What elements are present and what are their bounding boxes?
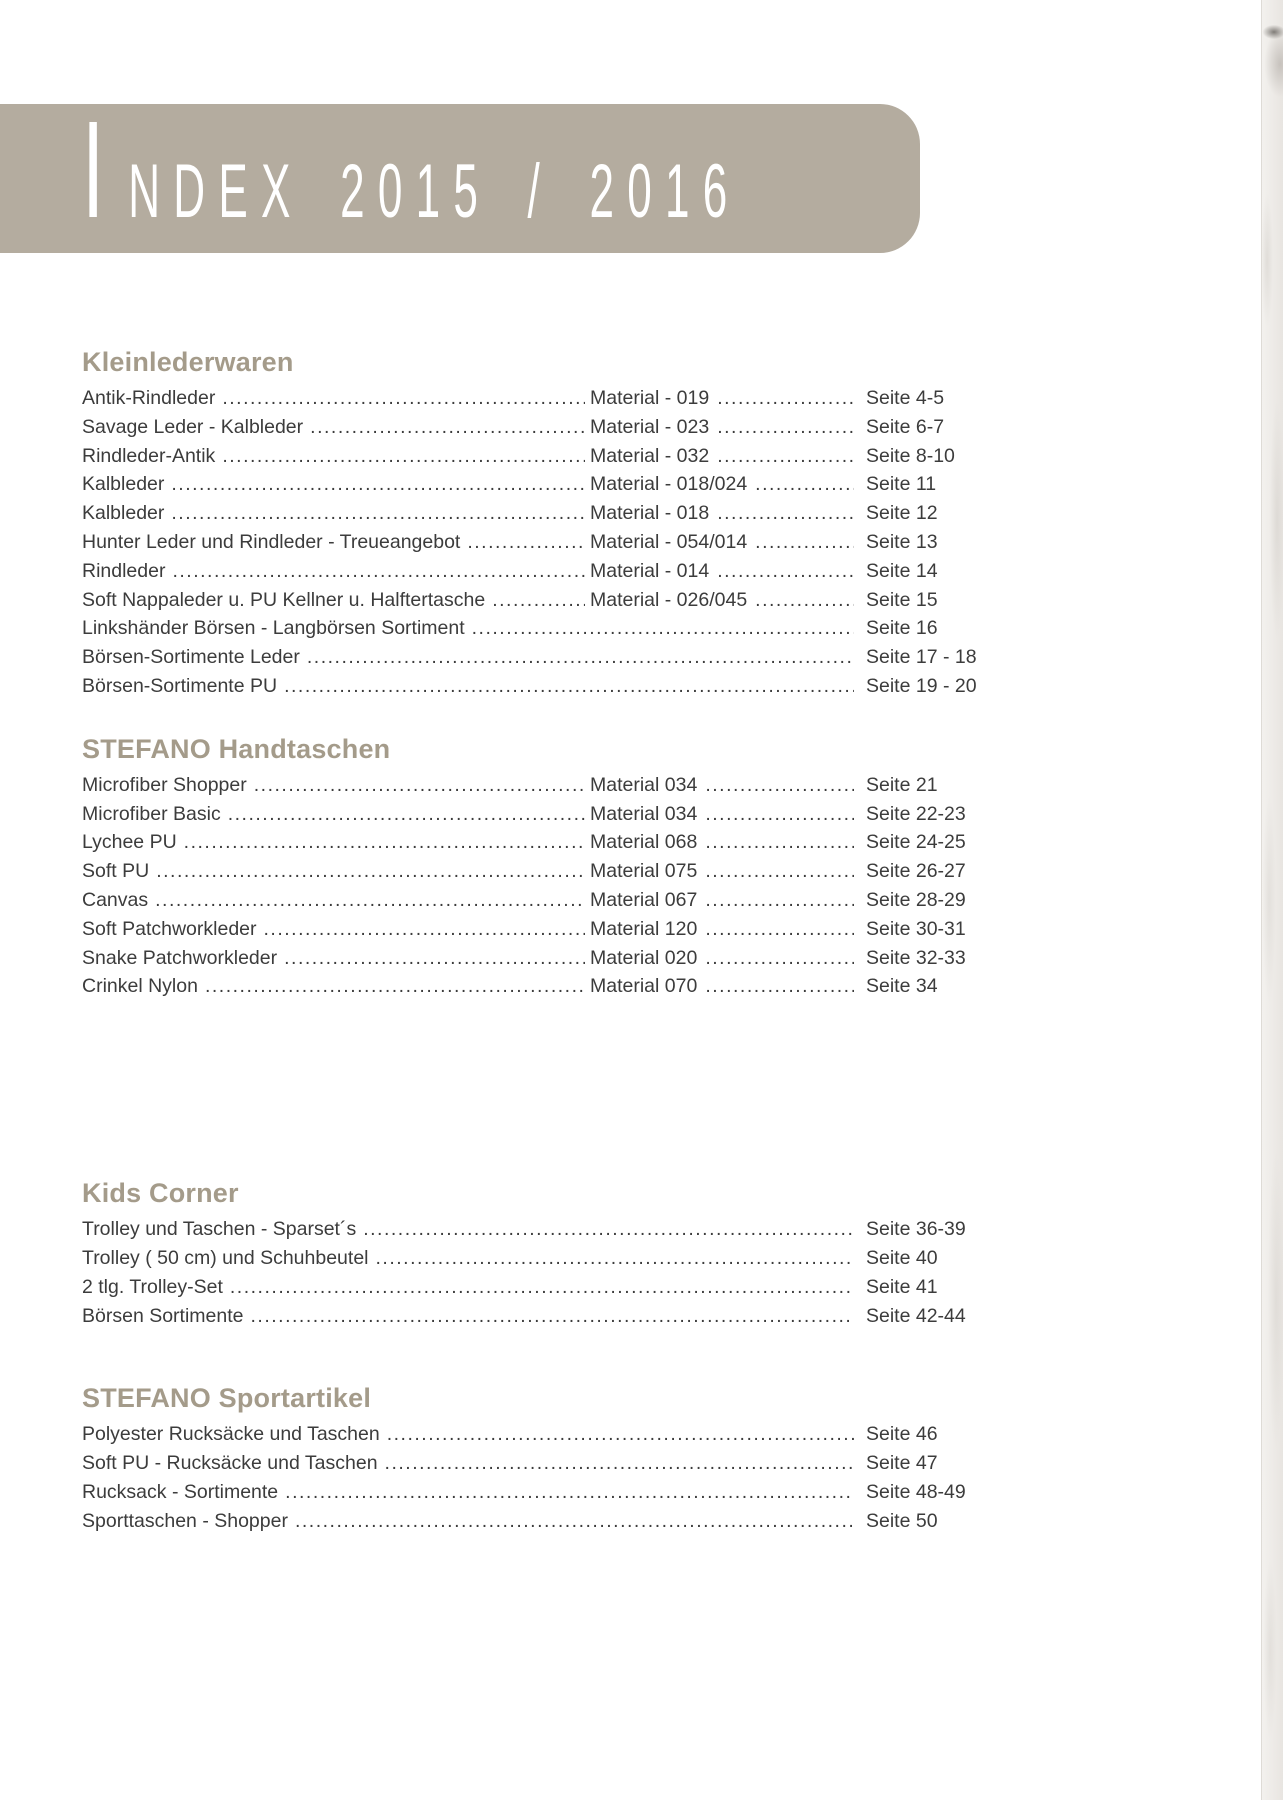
row-material: Material - 032 bbox=[590, 444, 710, 467]
dot-leader bbox=[284, 672, 854, 701]
index-row bbox=[82, 528, 1029, 557]
row-label-cell bbox=[82, 1420, 854, 1449]
dot-leader bbox=[171, 499, 585, 528]
row-page: Seite 11 bbox=[866, 473, 937, 496]
index-section bbox=[82, 1177, 1029, 1330]
row-material: Material 034 bbox=[590, 773, 698, 796]
dot-leader bbox=[184, 828, 585, 857]
index-row bbox=[82, 470, 1029, 499]
index-row bbox=[82, 857, 1029, 886]
row-label: Canvas bbox=[82, 888, 149, 911]
index-row bbox=[82, 586, 1029, 615]
index-row bbox=[82, 886, 1029, 915]
row-label: Rindleder bbox=[82, 559, 166, 582]
row-label-cell bbox=[82, 944, 585, 973]
dot-leader bbox=[717, 384, 854, 413]
dot-leader bbox=[155, 886, 585, 915]
section-rows bbox=[82, 1215, 1029, 1330]
dot-leader bbox=[705, 828, 854, 857]
index-row bbox=[82, 1507, 1029, 1536]
row-material: Material - 054/014 bbox=[590, 530, 748, 553]
index-row bbox=[82, 1215, 1029, 1244]
dot-leader bbox=[172, 557, 585, 586]
row-label-cell bbox=[82, 528, 585, 557]
row-label: Rindleder-Antik bbox=[82, 444, 216, 467]
index-row bbox=[82, 643, 1029, 672]
section-title: STEFANO Handtaschen bbox=[82, 733, 391, 764]
row-label-cell bbox=[82, 1478, 854, 1507]
row-label: 2 tlg. Trolley-Set bbox=[82, 1275, 223, 1298]
dot-leader bbox=[254, 771, 585, 800]
dot-leader bbox=[705, 972, 854, 1001]
row-page: Seite 12 bbox=[866, 502, 938, 525]
row-label-cell bbox=[82, 1244, 854, 1273]
row-label: Börsen Sortimente bbox=[82, 1304, 244, 1327]
row-label: Microfiber Shopper bbox=[82, 773, 247, 796]
dot-leader bbox=[705, 800, 854, 829]
row-material: Material - 026/045 bbox=[590, 588, 748, 611]
index-row bbox=[82, 1449, 1029, 1478]
dot-leader bbox=[222, 384, 585, 413]
index-content bbox=[82, 346, 1029, 1536]
row-material: Material - 023 bbox=[590, 415, 710, 438]
row-label-cell bbox=[82, 413, 585, 442]
index-section bbox=[82, 1382, 1029, 1535]
row-page: Seite 40 bbox=[866, 1246, 938, 1269]
section-title: Kids Corner bbox=[82, 1178, 239, 1209]
dot-leader bbox=[387, 1420, 854, 1449]
row-label-cell bbox=[82, 972, 585, 1001]
row-material: Material 120 bbox=[590, 917, 698, 940]
row-page: Seite 4-5 bbox=[866, 387, 945, 409]
row-page: Seite 32-33 bbox=[866, 946, 966, 969]
dot-leader bbox=[295, 1507, 854, 1536]
index-row bbox=[82, 1420, 1029, 1449]
row-label: Kalbleder bbox=[82, 502, 165, 525]
dot-leader bbox=[228, 800, 585, 829]
row-page: Seite 15 bbox=[866, 588, 938, 611]
index-row bbox=[82, 1478, 1029, 1507]
index-row bbox=[82, 1273, 1029, 1302]
index-row bbox=[82, 800, 1029, 829]
index-row bbox=[82, 972, 1029, 1001]
row-label: Soft Patchworkleder bbox=[82, 917, 257, 940]
dot-leader bbox=[717, 557, 854, 586]
dot-leader bbox=[363, 1215, 854, 1244]
section-title: STEFANO Sportartikel bbox=[82, 1383, 372, 1414]
row-page: Seite 17 - 18 bbox=[866, 646, 977, 669]
row-label-cell bbox=[82, 1507, 854, 1536]
row-label-cell bbox=[82, 384, 585, 413]
row-page: Seite 47 bbox=[866, 1452, 938, 1475]
dot-leader bbox=[705, 886, 854, 915]
index-row bbox=[82, 442, 1029, 471]
index-banner bbox=[0, 93, 920, 253]
row-label-cell bbox=[82, 1273, 854, 1302]
row-label: Linkshänder Börsen - Langbörsen Sortiment bbox=[82, 617, 465, 640]
index-row bbox=[82, 1244, 1029, 1273]
dot-leader bbox=[467, 528, 585, 557]
dot-leader bbox=[755, 586, 854, 615]
row-label-cell bbox=[82, 828, 585, 857]
index-section bbox=[82, 346, 1029, 701]
row-material: Material 070 bbox=[590, 975, 698, 998]
row-label: Hunter Leder und Rindleder - Treueangebot bbox=[82, 530, 461, 553]
row-page: Seite 46 bbox=[866, 1423, 938, 1446]
index-row bbox=[82, 672, 1029, 701]
row-page: Seite 21 bbox=[866, 773, 938, 796]
index-row bbox=[82, 557, 1029, 586]
row-label: Lychee PU bbox=[82, 831, 177, 854]
section-rows bbox=[82, 1420, 1029, 1535]
index-row bbox=[82, 413, 1029, 442]
dot-leader bbox=[705, 915, 854, 944]
dot-leader bbox=[385, 1449, 854, 1478]
row-material: Material - 018/024 bbox=[590, 473, 748, 496]
dot-leader bbox=[705, 857, 854, 886]
dot-leader bbox=[717, 442, 854, 471]
page-title-initial: I bbox=[82, 93, 129, 247]
row-material: Material 068 bbox=[590, 831, 698, 854]
index-row bbox=[82, 1302, 1029, 1331]
row-label: Microfiber Basic bbox=[82, 802, 221, 825]
row-page: Seite 42-44 bbox=[866, 1304, 966, 1327]
row-label-cell bbox=[82, 1215, 854, 1244]
dot-leader bbox=[755, 470, 854, 499]
row-label-cell bbox=[82, 586, 585, 615]
section-title: Kleinlederwaren bbox=[82, 347, 294, 377]
dot-leader bbox=[285, 1478, 854, 1507]
index-row bbox=[82, 915, 1029, 944]
row-label-cell bbox=[82, 1302, 854, 1331]
row-page: Seite 28-29 bbox=[866, 888, 966, 911]
section-rows bbox=[82, 384, 1029, 701]
dot-leader bbox=[205, 972, 585, 1001]
row-label-cell bbox=[82, 557, 585, 586]
row-label-cell bbox=[82, 771, 585, 800]
dot-leader bbox=[472, 614, 854, 643]
section-rows bbox=[82, 771, 1029, 1001]
dot-leader bbox=[264, 915, 585, 944]
row-label: Börsen-Sortimente Leder bbox=[82, 646, 300, 669]
row-material: Material - 018 bbox=[590, 502, 710, 525]
index-row bbox=[82, 944, 1029, 973]
row-label: Polyester Rucksäcke und Taschen bbox=[82, 1423, 380, 1446]
row-label-cell bbox=[82, 800, 585, 829]
row-page: Seite 30-31 bbox=[866, 917, 966, 940]
row-page: Seite 36-39 bbox=[866, 1218, 966, 1241]
row-page: Seite 16 bbox=[866, 617, 938, 640]
row-label-cell bbox=[82, 915, 585, 944]
index-row bbox=[82, 614, 1029, 643]
row-page: Seite 50 bbox=[866, 1509, 938, 1532]
row-page: Seite 41 bbox=[866, 1275, 938, 1298]
dot-leader bbox=[251, 1302, 855, 1331]
row-material: Material 075 bbox=[590, 860, 698, 883]
row-label-cell bbox=[82, 643, 854, 672]
page-title bbox=[82, 93, 741, 247]
row-label-cell bbox=[82, 886, 585, 915]
row-page: Seite 13 bbox=[866, 530, 938, 553]
dot-leader bbox=[376, 1244, 854, 1273]
dot-leader bbox=[705, 944, 854, 973]
page-title-rest: NDEX 2015 / 2016 bbox=[128, 149, 741, 234]
row-material: Material 067 bbox=[590, 888, 698, 911]
index-row bbox=[82, 384, 1029, 413]
row-label: Rucksack - Sortimente bbox=[82, 1480, 279, 1503]
row-page: Seite 24-25 bbox=[866, 831, 966, 854]
row-page: Seite 14 bbox=[866, 559, 938, 582]
dot-leader bbox=[307, 643, 854, 672]
row-material: Material - 014 bbox=[590, 559, 710, 582]
row-page: Seite 26-27 bbox=[866, 860, 966, 883]
row-label: Trolley ( 50 cm) und Schuhbeutel bbox=[82, 1246, 369, 1269]
row-label: Crinkel Nylon bbox=[82, 975, 198, 998]
dot-leader bbox=[230, 1273, 854, 1302]
dot-leader bbox=[492, 586, 585, 615]
index-row bbox=[82, 828, 1029, 857]
row-material: Material - 019 bbox=[590, 387, 710, 409]
dot-leader bbox=[310, 413, 585, 442]
row-label-cell bbox=[82, 470, 585, 499]
row-label-cell bbox=[82, 672, 854, 701]
dot-leader bbox=[284, 944, 585, 973]
index-section bbox=[82, 733, 1029, 1001]
row-page: Seite 19 - 20 bbox=[866, 674, 977, 697]
row-page: Seite 34 bbox=[866, 975, 938, 998]
index-row bbox=[82, 771, 1029, 800]
row-label: Trolley und Taschen - Sparset´s bbox=[82, 1218, 357, 1241]
row-label: Soft PU bbox=[82, 860, 150, 883]
row-page: Seite 48-49 bbox=[866, 1480, 966, 1503]
row-page: Seite 22-23 bbox=[866, 802, 966, 825]
row-material: Material 020 bbox=[590, 946, 698, 969]
dot-leader bbox=[171, 470, 585, 499]
row-label: Antik-Rindleder bbox=[82, 387, 216, 409]
dot-leader bbox=[755, 528, 854, 557]
dot-leader bbox=[705, 771, 854, 800]
row-material: Material 034 bbox=[590, 802, 698, 825]
row-page: Seite 8-10 bbox=[866, 444, 955, 467]
row-label: Sporttaschen - Shopper bbox=[82, 1509, 288, 1532]
row-label-cell bbox=[82, 614, 854, 643]
row-label: Soft Nappaleder u. PU Kellner u. Halftertasche bbox=[82, 588, 486, 611]
dot-leader bbox=[717, 413, 854, 442]
row-label: Kalbleder bbox=[82, 473, 165, 496]
row-label-cell bbox=[82, 442, 585, 471]
row-label-cell bbox=[82, 857, 585, 886]
row-label: Snake Patchworkleder bbox=[82, 946, 278, 969]
row-label: Soft PU - Rucksäcke und Taschen bbox=[82, 1452, 378, 1475]
dot-leader bbox=[156, 857, 585, 886]
page-edge-texture bbox=[1261, 0, 1283, 1800]
index-row bbox=[82, 499, 1029, 528]
dot-leader bbox=[717, 499, 854, 528]
row-label: Börsen-Sortimente PU bbox=[82, 674, 278, 697]
row-label: Savage Leder - Kalbleder bbox=[82, 415, 304, 438]
row-page: Seite 6-7 bbox=[866, 415, 945, 438]
row-label-cell bbox=[82, 1449, 854, 1478]
row-label-cell bbox=[82, 499, 585, 528]
dot-leader bbox=[222, 442, 585, 471]
